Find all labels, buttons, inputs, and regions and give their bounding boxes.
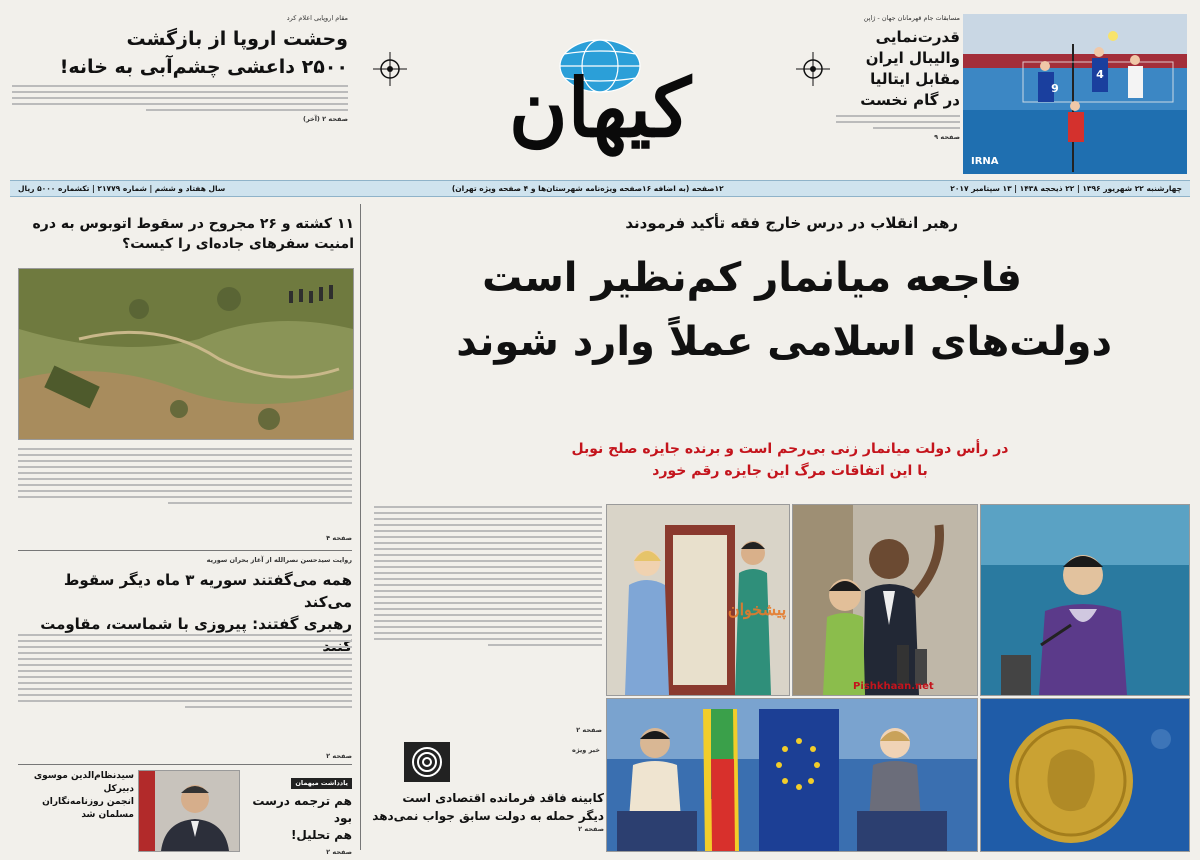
section-divider <box>18 550 352 551</box>
syria-headline-line-1: همه می‌گفتند سوریه ۳ ماه دیگر سقوط می‌کند <box>63 570 352 611</box>
syria-kicker: روایت سیدحسن نصرالله از آغاز بحران سوریه <box>206 556 352 564</box>
guest-page-ref: صفحه ۲ <box>326 848 352 856</box>
main-kicker: رهبر انقلاب در درس خارج فقه تأکید فرمودند <box>625 214 958 232</box>
top-right-teaser-text <box>836 14 960 141</box>
masthead-info-strip <box>10 180 1190 197</box>
main-sub-line-2: با این اتفاقات مرگ این جایزه رقم خورد <box>652 463 928 479</box>
nobel-medal-photo <box>980 698 1190 852</box>
main-subheadline <box>480 438 1100 482</box>
bus-crash-photo <box>18 268 354 440</box>
guest-column <box>244 770 352 857</box>
teaser-headline-line-1: وحشت اروپا از بازگشت <box>126 27 348 50</box>
photo-press-conference <box>607 699 977 851</box>
special-news-headline-line-1: کابینه فاقد فرمانده اقتصادی است <box>402 790 604 805</box>
volleyball-photo <box>963 14 1187 174</box>
teaser-kicker: مسابقات جام قهرمانان جهان - ژاپن <box>863 14 960 22</box>
teaser-headline-line-4: در گام نخست <box>860 90 960 109</box>
section-divider <box>18 764 352 765</box>
special-news-page-ref: صفحه ۲ <box>578 824 604 833</box>
teaser-page-ref: صفحه ۹ <box>934 132 960 141</box>
teaser-kicker: مقام اروپایی اعلام کرد <box>286 14 348 22</box>
clinton-suu-kyi-photo <box>606 504 790 696</box>
main-sub-line-1: در رأس دولت میانمار زنی بی‌رحم است و برنده جایزه صلح نوبل <box>571 441 1009 457</box>
teaser-headline-line-3: مقابل ایتالیا <box>870 69 960 88</box>
teaser-body-text <box>12 85 348 111</box>
obama-suu-kyi-photo <box>792 504 978 696</box>
main-headline-line-2: دولت‌های اسلامی عملاً وارد شوند <box>456 319 1112 365</box>
photo-nobel-medal <box>981 699 1189 851</box>
teaser-page-ref: صفحه ۲ (آخر) <box>303 114 348 123</box>
syria-story-body <box>18 630 352 712</box>
bus-headline-line-2: امنیت سفرهای جاده‌ای را کیست؟ <box>122 236 354 252</box>
crosshair-icon <box>373 52 407 86</box>
guest-column-label: یادداشت میهمان <box>291 778 352 789</box>
photo-two-women <box>607 505 789 695</box>
issue-pages: ۱۲صفحه (به اضافه ۱۶صفحه ویژه‌نامه شهرستان‌ها و ۴ صفحه ویژه تهران) <box>451 184 724 193</box>
author-portrait <box>138 770 240 852</box>
suu-kyi-speech-photo <box>980 504 1190 696</box>
top-left-teaser <box>12 14 348 123</box>
photo-speaker <box>981 505 1189 695</box>
teaser-headline-line-2: ۲۵۰۰ داعشی چشم‌آبی به خانه! <box>59 55 348 78</box>
eu-flags-photo <box>606 698 978 852</box>
svg-text:پیشخوان: پیشخوان <box>727 600 787 619</box>
photo-credit: IRNA <box>971 156 999 167</box>
masthead-logo <box>430 18 770 168</box>
author-role-1: دبیرکل <box>103 784 134 794</box>
bus-story-body <box>18 444 352 508</box>
special-news-headline-line-2: دیگر حمله به دولت سابق جواب نمی‌دهد <box>372 808 604 823</box>
site-watermark: Pishkhaan.net <box>853 681 934 692</box>
issue-date: چهارشنبه ۲۲ شهریور ۱۳۹۶ | ۲۲ ذیحجه ۱۴۳۸ | ۱۳ سپتامبر ۲۰۱۷ <box>950 184 1182 193</box>
guest-headline-line-2: هم تحلیل! <box>290 828 352 842</box>
special-news-label: خبر ویژه <box>571 746 600 754</box>
teaser-headline-line-1: قدرت‌نمایی <box>875 27 960 46</box>
volleyball-scene <box>963 14 1187 174</box>
crosshair-icon <box>796 52 830 86</box>
column-divider <box>360 204 361 850</box>
bus-story-headline <box>18 214 354 254</box>
author-role-3: مسلمان شد <box>81 810 134 820</box>
author-photo-figure <box>139 771 239 851</box>
teaser-headline-line-2: والیبال ایران <box>865 48 960 67</box>
author-name: سیدنظام‌الدین موسوی <box>33 771 134 781</box>
author-role-2: انجمن روزنامه‌نگاران <box>42 797 134 807</box>
main-headline-line-1: فاجعه میانمار کم‌نظیر است <box>482 255 1022 301</box>
hillside-scene <box>19 269 353 439</box>
svg-text:9: 9 <box>1051 82 1059 95</box>
bus-story-page-ref: صفحه ۴ <box>326 534 352 542</box>
syria-headline-line-2: رهبری گفتند: پیروزی با شماست، مقاومت <box>40 614 352 633</box>
syria-story-page-ref: صفحه ۲ <box>326 752 352 760</box>
main-story-body <box>374 502 602 650</box>
teaser-body-text <box>836 115 960 129</box>
main-headline <box>372 248 1112 376</box>
special-news <box>372 746 604 833</box>
guest-headline-line-1: هم ترجمه درست بود <box>252 794 352 825</box>
author-credit <box>18 770 134 822</box>
logo-text: کیهان <box>508 61 692 155</box>
main-story-page-ref: صفحه ۲ <box>576 726 602 734</box>
photo-obama <box>793 505 977 695</box>
issue-number: سال هفتاد و ششم | شماره ۲۱۷۷۹ | تکشماره ۵۰۰۰ ریال <box>18 184 226 193</box>
bus-headline-line-1: ۱۱ کشته و ۲۶ مجروح در سقوط اتوبوس به دره <box>32 216 354 232</box>
svg-text:4: 4 <box>1096 68 1104 81</box>
